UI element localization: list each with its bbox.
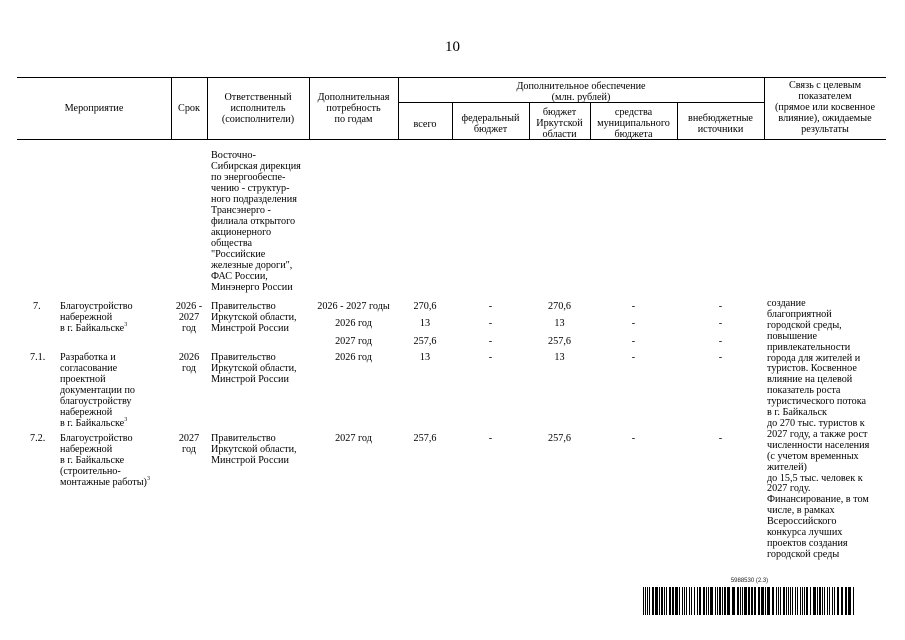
row-7-1-municipal: - [631,352,636,363]
row-7-2-total: 257,6 [413,433,437,444]
header-need: Дополнительная потребность по годам [317,92,390,125]
header-total: всего [413,119,437,130]
row-7-extra-3: - [718,336,723,347]
row-7-2-measure: Благоустройство набережной в г. Байкальске (строительно- монтажные работы)$^3$ [60,433,150,488]
row-7-extra-1: - [718,301,723,312]
row-7-total-2: 13 [419,318,431,329]
row-7-municipal-2: - [631,318,636,329]
row-7-2-executor: Правительство Иркутской области, Минстрой России [211,433,297,466]
header-term: Срок [178,103,200,114]
row-7-number: 7. [33,301,41,312]
row-7-municipal-3: - [631,336,636,347]
barcode [643,580,856,616]
footnote-mark: 3 [124,322,128,328]
header-funding: Дополнительное обеспечение (млн. рублей) [516,81,646,103]
header-executor: Ответственный исполнитель (соисполнители) [221,92,295,125]
row-7-federal-1: - [488,301,493,312]
table-top-rule [17,77,886,78]
row-7-extra-2: - [718,318,723,329]
row-7-total-1: 270,6 [413,301,437,312]
row-7-regional-3: 257,6 [548,336,571,347]
row-7-2-term: 2027 год [178,433,200,455]
header-extra: внебюджетные источники [688,113,753,135]
row-7-2-extra: - [718,433,723,444]
row-7-executor: Правительство Иркутской области, Минстрой России [211,301,297,334]
row-7-2-federal: - [488,433,493,444]
row-7-2-year: 2027 год [335,433,372,444]
header-measure: Мероприятие [64,103,124,114]
row-7-1-executor: Правительство Иркутской области, Минстрой России [211,352,297,385]
result-text: создание благоприятной городской среды, повышение привлекательности города для жителей и туристов. Косвенное влияние на целевой показатель роста туристического потока в г. Байкальск до 270 тыс. туристов к 2027 году, а также рост численности населения (с учетом временных жителей) до 15,5 тыс. человек к 2027 году. Финансирование, в том числе, в рамках Всероссийского конкурса лучших проектов создания городской среды [767,298,870,560]
row-7-year-2: 2026 год [335,318,372,329]
row-7-1-number: 7.1. [30,352,46,363]
row-7-federal-3: - [488,336,493,347]
row-7-1-term: 2026 год [178,352,200,374]
row-7-1-regional: 13 [554,352,565,363]
row-7-regional-1: 270,6 [548,301,571,312]
row-7-measure: Благоустройство набережной в г. Байкальске$^3$ [60,301,133,334]
header-link: Связь с целевым показателем (прямое или косвенное влияние), ожидаемые результаты [774,80,876,135]
row-7-regional-2: 13 [554,318,565,329]
barcode-bars [643,587,856,615]
row-7-1-measure: Разработка и согласование проектной документации по благоустройству набережной в г. Байкальске$^3$ [60,352,136,429]
row-7-1-extra: - [718,352,723,363]
page-number: 10 [445,39,460,55]
header-regional: бюджет Иркутской области [536,107,583,140]
barcode-label: 5988530 (2.3) [730,578,769,584]
row-7-1-federal: - [488,352,493,363]
row-7-2-number: 7.2. [30,433,46,444]
footnote-mark: 3 [146,476,150,482]
row-7-year-3: 2027 год [335,336,372,347]
row-7-2-municipal: - [631,433,636,444]
row-7-federal-2: - [488,318,493,329]
row-7-total-3: 257,6 [413,336,437,347]
row-7-1-total: 13 [419,352,431,363]
row-7-municipal-1: - [631,301,636,312]
header-federal: федеральный бюджет [461,113,520,135]
row-7-term: 2026 - 2027 год [175,301,203,334]
continuation-executor: Восточно- Сибирская дирекция по энергообеспе- чению - структур- ного подразделения Трансэнерго - филиала открытого акционерного общества "Российские железные дороги", ФАС России, Минэнерго России [211,150,301,293]
header-municipal: средства муниципального бюджета [597,107,670,140]
footnote-mark: 3 [124,417,128,423]
row-7-year-1: 2026 - 2027 годы [317,301,390,312]
row-7-2-regional: 257,6 [548,433,571,444]
row-7-1-year: 2026 год [335,352,372,363]
